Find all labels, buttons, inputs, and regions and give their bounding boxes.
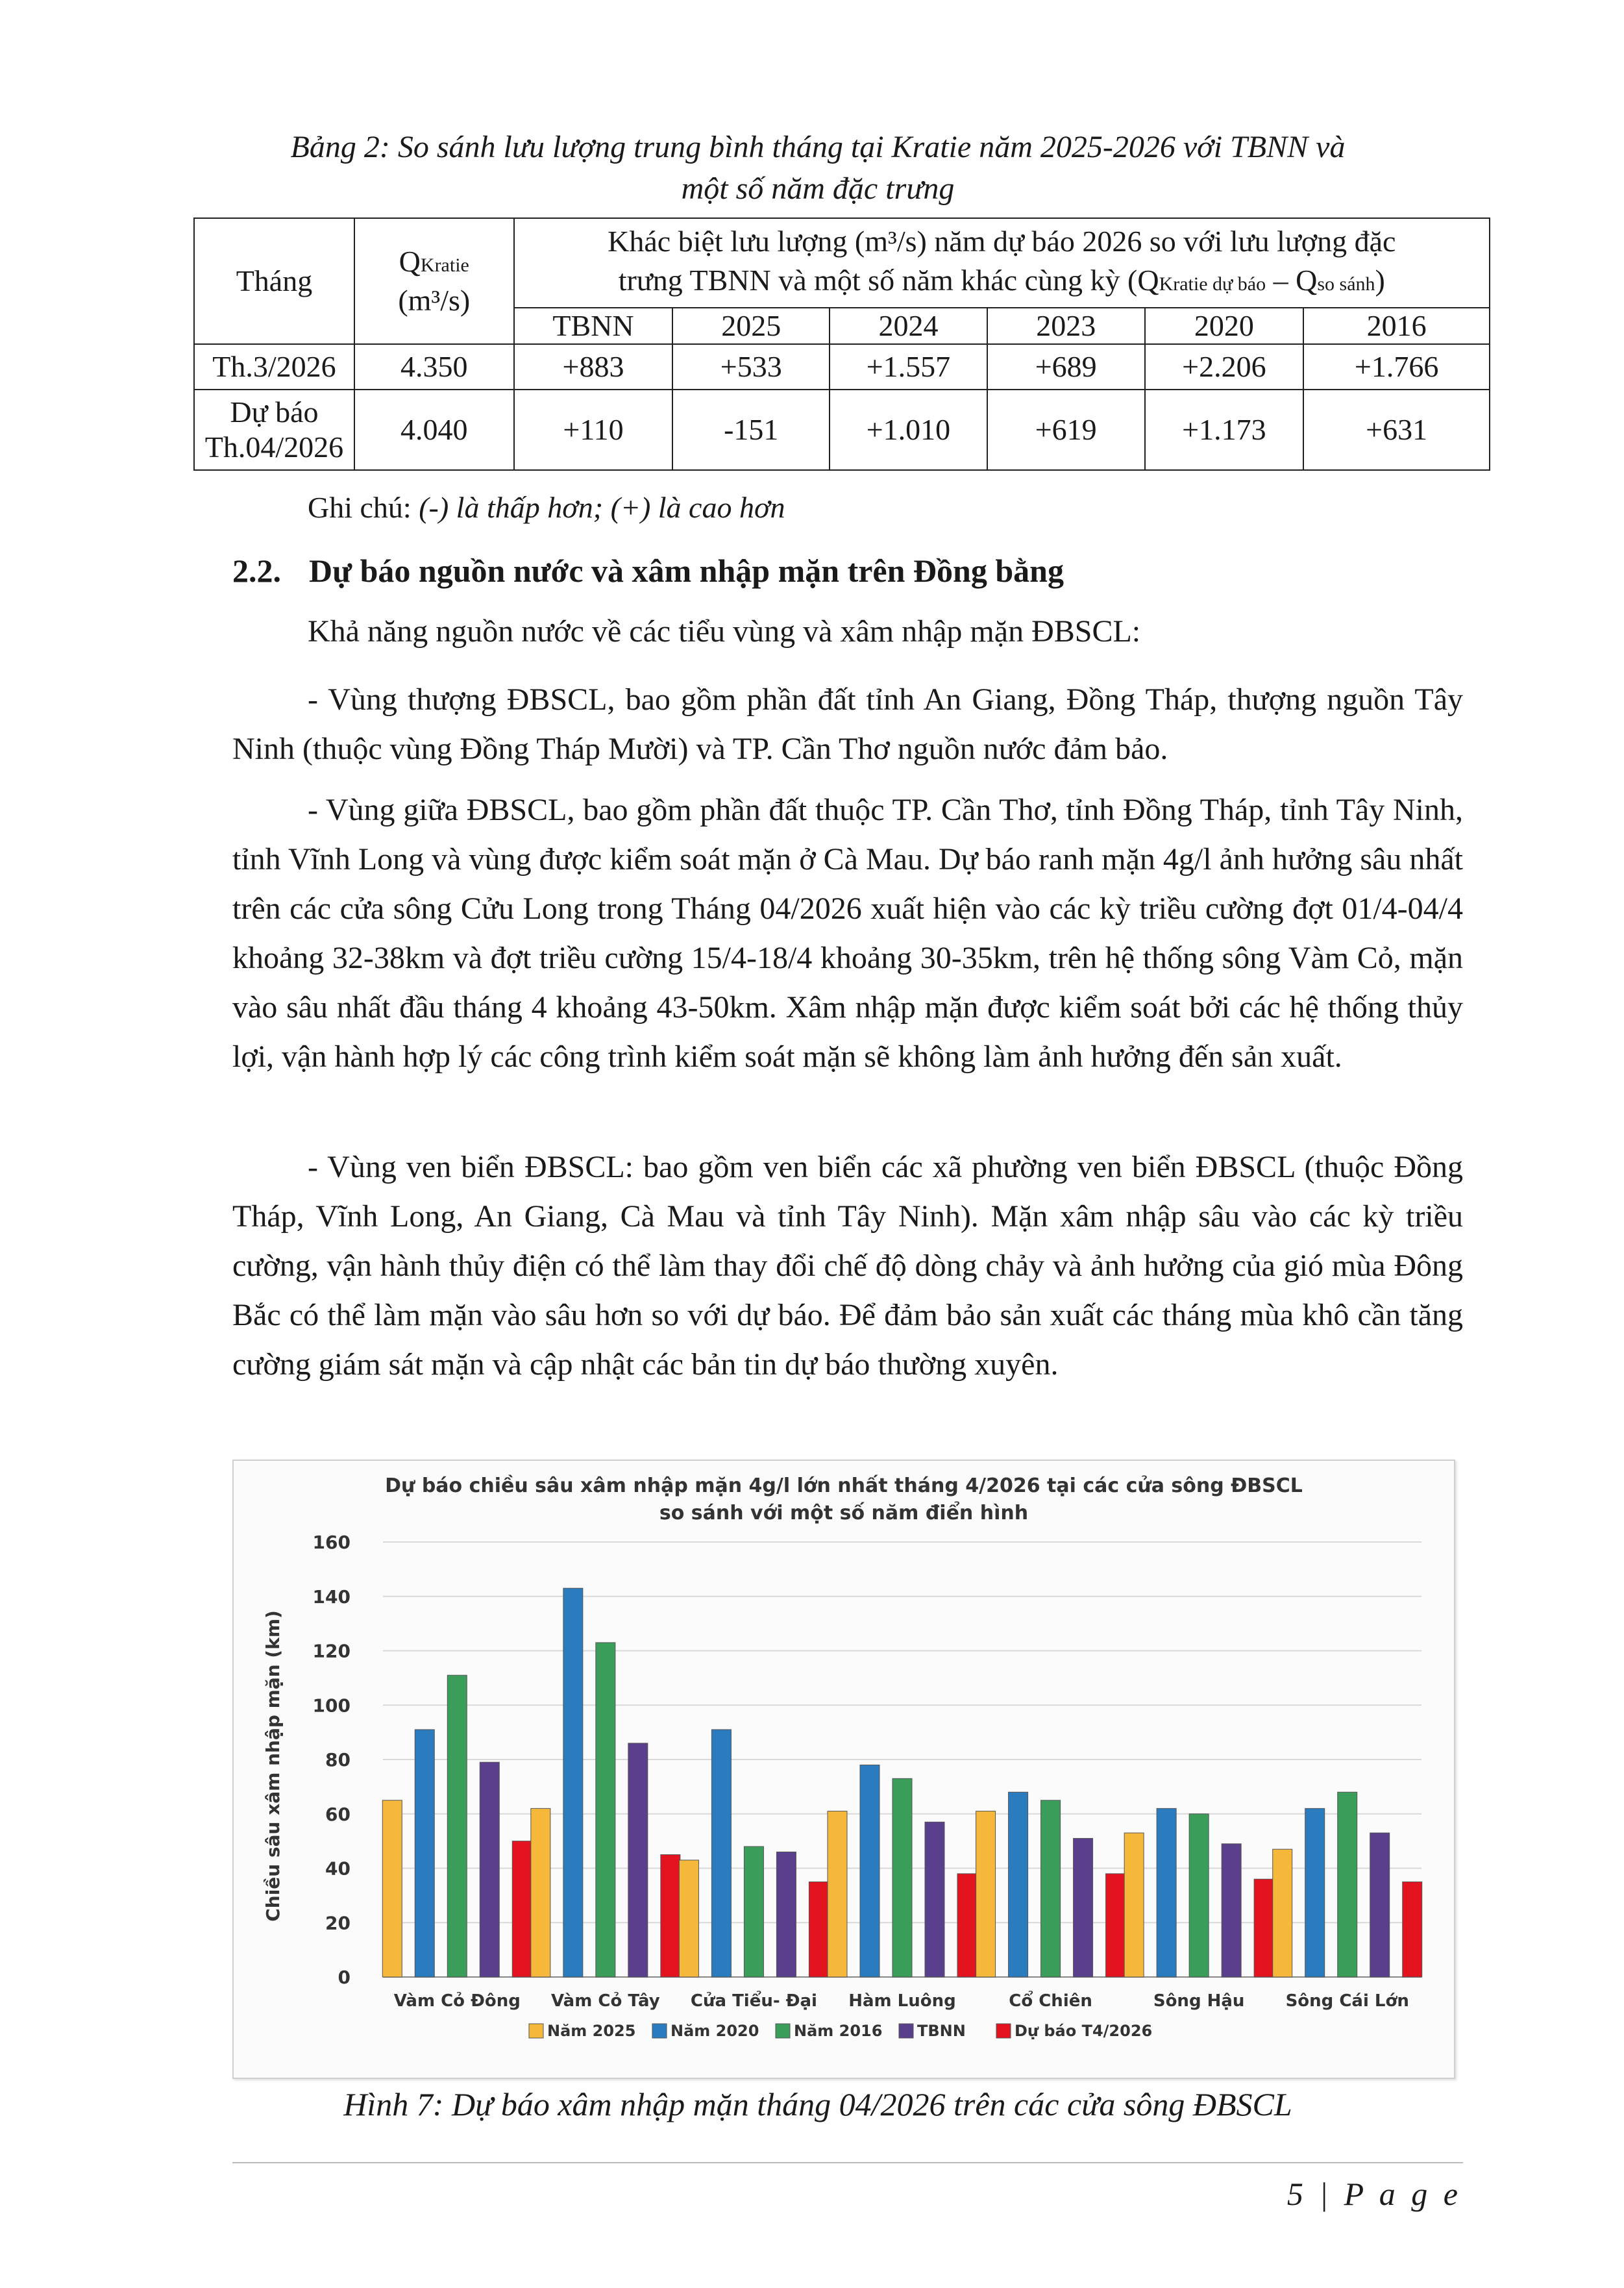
table-note-prefix: Ghi chú: xyxy=(308,491,419,524)
bar xyxy=(1305,1808,1325,1977)
chart-container xyxy=(232,1460,1455,2079)
x-tick-label: Sông Cái Lớn xyxy=(1285,1991,1409,2011)
bar xyxy=(925,1822,944,1977)
bar xyxy=(892,1778,912,1977)
bar xyxy=(1041,1800,1061,1977)
bar xyxy=(382,1800,402,1977)
table-caption-line-1: Bảng 2: So sánh lưu lượng trung bình tháng tại Kratie năm 2025-2026 với TBNN và xyxy=(290,130,1346,164)
table-note-text: (-) là thấp hơn; (+) là cao hơn xyxy=(419,491,785,524)
chart-title-line-2: so sánh với một số năm điển hình xyxy=(659,1502,1029,1524)
chart-title-line-1: Dự báo chiều sâu xâm nhập mặn 4g/l lớn nhất tháng 4/2026 tại các cửa sông ĐBSCL xyxy=(385,1474,1303,1497)
year-header: 2023 xyxy=(987,308,1145,344)
bar xyxy=(1157,1808,1176,1977)
x-tick-label: Sông Hậu xyxy=(1153,1991,1245,2011)
bar xyxy=(957,1874,977,1977)
bar xyxy=(744,1847,763,1977)
y-tick-label: 100 xyxy=(312,1695,351,1717)
table-note xyxy=(308,490,785,525)
header-diff-line-2: trưng TBNN và một số năm khác cùng kỳ (Q xyxy=(618,264,1159,297)
paragraph-intro xyxy=(232,607,1463,656)
x-tick-label: Hàm Luông xyxy=(848,1991,956,2011)
paragraph-coastal-region xyxy=(232,1143,1463,1389)
paragraph-middle-region xyxy=(232,786,1463,1082)
comparison-table xyxy=(193,218,1490,471)
bar xyxy=(531,1808,550,1977)
row-diff: +631 xyxy=(1303,390,1490,470)
y-tick-label: 80 xyxy=(325,1749,351,1771)
row-month xyxy=(194,390,354,470)
y-tick-label: 60 xyxy=(325,1803,351,1825)
header-difference xyxy=(514,218,1490,308)
row-diff: +533 xyxy=(672,344,830,390)
x-tick-label: Cổ Chiên xyxy=(1009,1991,1092,2011)
x-tick-labels xyxy=(394,1989,1409,2011)
y-tick-label: 160 xyxy=(312,1532,351,1553)
y-tick-labels xyxy=(313,1532,351,1988)
bar xyxy=(828,1811,847,1977)
header-month: Tháng xyxy=(194,218,354,344)
row-month: Th.3/2026 xyxy=(194,344,354,390)
intro-text: Khả năng nguồn nước về các tiểu vùng và xâm nhập mặn ĐBSCL: xyxy=(308,614,1141,649)
bars xyxy=(382,1588,1421,1977)
bar xyxy=(1222,1844,1241,1977)
row-diff: +110 xyxy=(514,390,673,470)
legend-label: Năm 2020 xyxy=(671,2022,759,2040)
bar xyxy=(1403,1882,1422,1977)
middle-region-text: - Vùng giữa ĐBSCL, bao gồm phần đất thuộc TP. Cần Thơ, tỉnh Đồng Tháp, tỉnh Tây Ninh, tỉnh Vĩnh Long và vùng được kiểm soát mặn ở Cà Mau. Dự báo ranh mặn 4g/l ảnh hưởng sâu nhất trên các cửa sông Cửu Long trong Tháng 04/2026 xuất hiện vào các kỳ triều cường đợt 01/4-04/4 khoảng 32-38km và đợt triều cường 15/4-18/4 khoảng 30-35km, trên hệ thống sông Vàm Cỏ, mặn vào sâu nhất đầu tháng 4 khoảng 43-50km. Xâm nhập mặn được kiểm soát bởi các hệ thống thủy lợi, vận hành hợp lý các công trình kiểm soát mặn sẽ không làm ảnh hưởng đến sản xuất. xyxy=(232,793,1463,1074)
section-number: 2.2. xyxy=(232,553,281,589)
legend xyxy=(529,2022,1152,2040)
bar xyxy=(860,1765,880,1977)
y-axis-label: Chiều sâu xâm nhập mặn (km) xyxy=(262,1610,284,1922)
row-diff: +1.557 xyxy=(830,344,987,390)
bar xyxy=(1124,1833,1144,1977)
row-diff: +619 xyxy=(987,390,1145,470)
bar xyxy=(1370,1833,1390,1977)
row-q: 4.040 xyxy=(354,390,514,470)
bar xyxy=(1254,1879,1273,1977)
bar xyxy=(711,1730,731,1977)
upper-region-text: - Vùng thượng ĐBSCL, bao gồm phần đất tỉnh An Giang, Đồng Tháp, thượng nguồn Tây Ninh (thuộc vùng Đồng Tháp Mười) và TP. Cần Thơ nguồn nước đảm bảo. xyxy=(232,682,1463,766)
bar xyxy=(1106,1874,1126,1977)
row-month-line-2: Th.04/2026 xyxy=(204,430,344,464)
bar xyxy=(1009,1792,1028,1977)
row-q: 4.350 xyxy=(354,344,514,390)
row-diff: +883 xyxy=(514,344,673,390)
table-row xyxy=(194,344,1490,390)
coastal-region-text: - Vùng ven biển ĐBSCL: bao gồm ven biển các xã phường ven biển ĐBSCL (thuộc Đồng Tháp, Vĩnh Long, An Giang, Cà Mau và tỉnh Tây Ninh). Mặn xâm nhập sâu vào các kỳ triều cường, vận hành thủy điện có thể làm thay đổi chế độ dòng chảy và ảnh hưởng của gió mùa Đông Bắc có thể làm mặn vào sâu hơn so với dự báo. Để đảm bảo sản xuất các tháng mùa khô cần tăng cường giám sát mặn và cập nhật các bản tin dự báo thường xuyên. xyxy=(232,1150,1463,1382)
x-tick-label: Vàm Cỏ Tây xyxy=(550,1991,660,2011)
y-tick-label: 40 xyxy=(325,1858,351,1880)
legend-swatch xyxy=(776,2024,790,2038)
page-number: 5 | P a g e xyxy=(1286,2176,1462,2212)
year-header: 2025 xyxy=(672,308,830,344)
bar xyxy=(976,1811,996,1977)
header-q-subscript: Kratie xyxy=(420,255,469,276)
header-diff-line-1: Khác biệt lưu lượng (m³/s) năm dự báo 2026 so với lưu lượng đặc xyxy=(608,225,1396,258)
legend-swatch xyxy=(899,2024,913,2038)
legend-label: Năm 2025 xyxy=(547,2022,636,2040)
year-header: 2024 xyxy=(830,308,987,344)
header-q-unit: (m³/s) xyxy=(398,284,471,317)
bar xyxy=(480,1762,499,1977)
bar xyxy=(628,1743,648,1977)
header-q-kratie xyxy=(354,218,514,344)
header-diff-sub-forecast: Kratie dự báo xyxy=(1159,273,1266,295)
header-diff-end: ) xyxy=(1375,264,1385,297)
footer-divider xyxy=(232,2162,1463,2163)
legend-label: Năm 2016 xyxy=(794,2022,883,2040)
bar xyxy=(1273,1849,1292,1977)
x-tick-label: Vàm Cỏ Đông xyxy=(393,1991,521,2011)
legend-label: TBNN xyxy=(917,2022,966,2040)
year-header: TBNN xyxy=(514,308,673,344)
legend-swatch xyxy=(529,2024,543,2038)
bar xyxy=(596,1643,615,1977)
row-diff: -151 xyxy=(672,390,830,470)
salinity-bar-chart xyxy=(234,1461,1454,2078)
bar xyxy=(1074,1838,1093,1977)
section-heading xyxy=(232,552,1064,590)
row-diff: +1.010 xyxy=(830,390,987,470)
header-diff-minus: – Q xyxy=(1266,264,1318,297)
figure-caption: Hình 7: Dự báo xâm nhập mặn tháng 04/2026 trên các cửa sông ĐBSCL xyxy=(343,2086,1292,2122)
bar xyxy=(679,1860,698,1977)
row-diff: +2.206 xyxy=(1145,344,1304,390)
bar xyxy=(415,1730,434,1977)
row-diff: +689 xyxy=(987,344,1145,390)
y-tick-label: 0 xyxy=(338,1967,351,1988)
bar xyxy=(1189,1814,1209,1977)
row-diff: +1.766 xyxy=(1303,344,1490,390)
row-diff: +1.173 xyxy=(1145,390,1304,470)
table-caption-line-2: một số năm đặc trưng xyxy=(681,171,955,206)
header-q-symbol: Q xyxy=(399,245,421,278)
bar xyxy=(809,1882,828,1977)
bar xyxy=(563,1588,583,1977)
bar xyxy=(512,1841,532,1977)
year-header: 2020 xyxy=(1145,308,1304,344)
table-row xyxy=(194,390,1490,470)
x-tick-label: Cửa Tiểu- Đại xyxy=(690,1991,817,2011)
paragraph-upper-region xyxy=(232,675,1463,774)
year-header: 2016 xyxy=(1303,308,1490,344)
row-month-line-1: Dự báo xyxy=(230,395,319,429)
bar xyxy=(447,1675,467,1977)
legend-swatch xyxy=(652,2024,667,2038)
y-tick-label: 140 xyxy=(312,1585,351,1608)
y-tick-label: 20 xyxy=(325,1912,351,1934)
legend-label: Dự báo T4/2026 xyxy=(1015,2022,1153,2040)
bar xyxy=(661,1855,680,1977)
bar xyxy=(1338,1792,1357,1977)
header-diff-sub-compare: so sánh xyxy=(1317,273,1375,295)
y-tick-label: 120 xyxy=(312,1640,351,1662)
bar xyxy=(776,1852,796,1977)
section-title: Dự báo nguồn nước và xâm nhập mặn trên Đồng bằng xyxy=(309,553,1064,589)
legend-swatch xyxy=(996,2024,1011,2038)
